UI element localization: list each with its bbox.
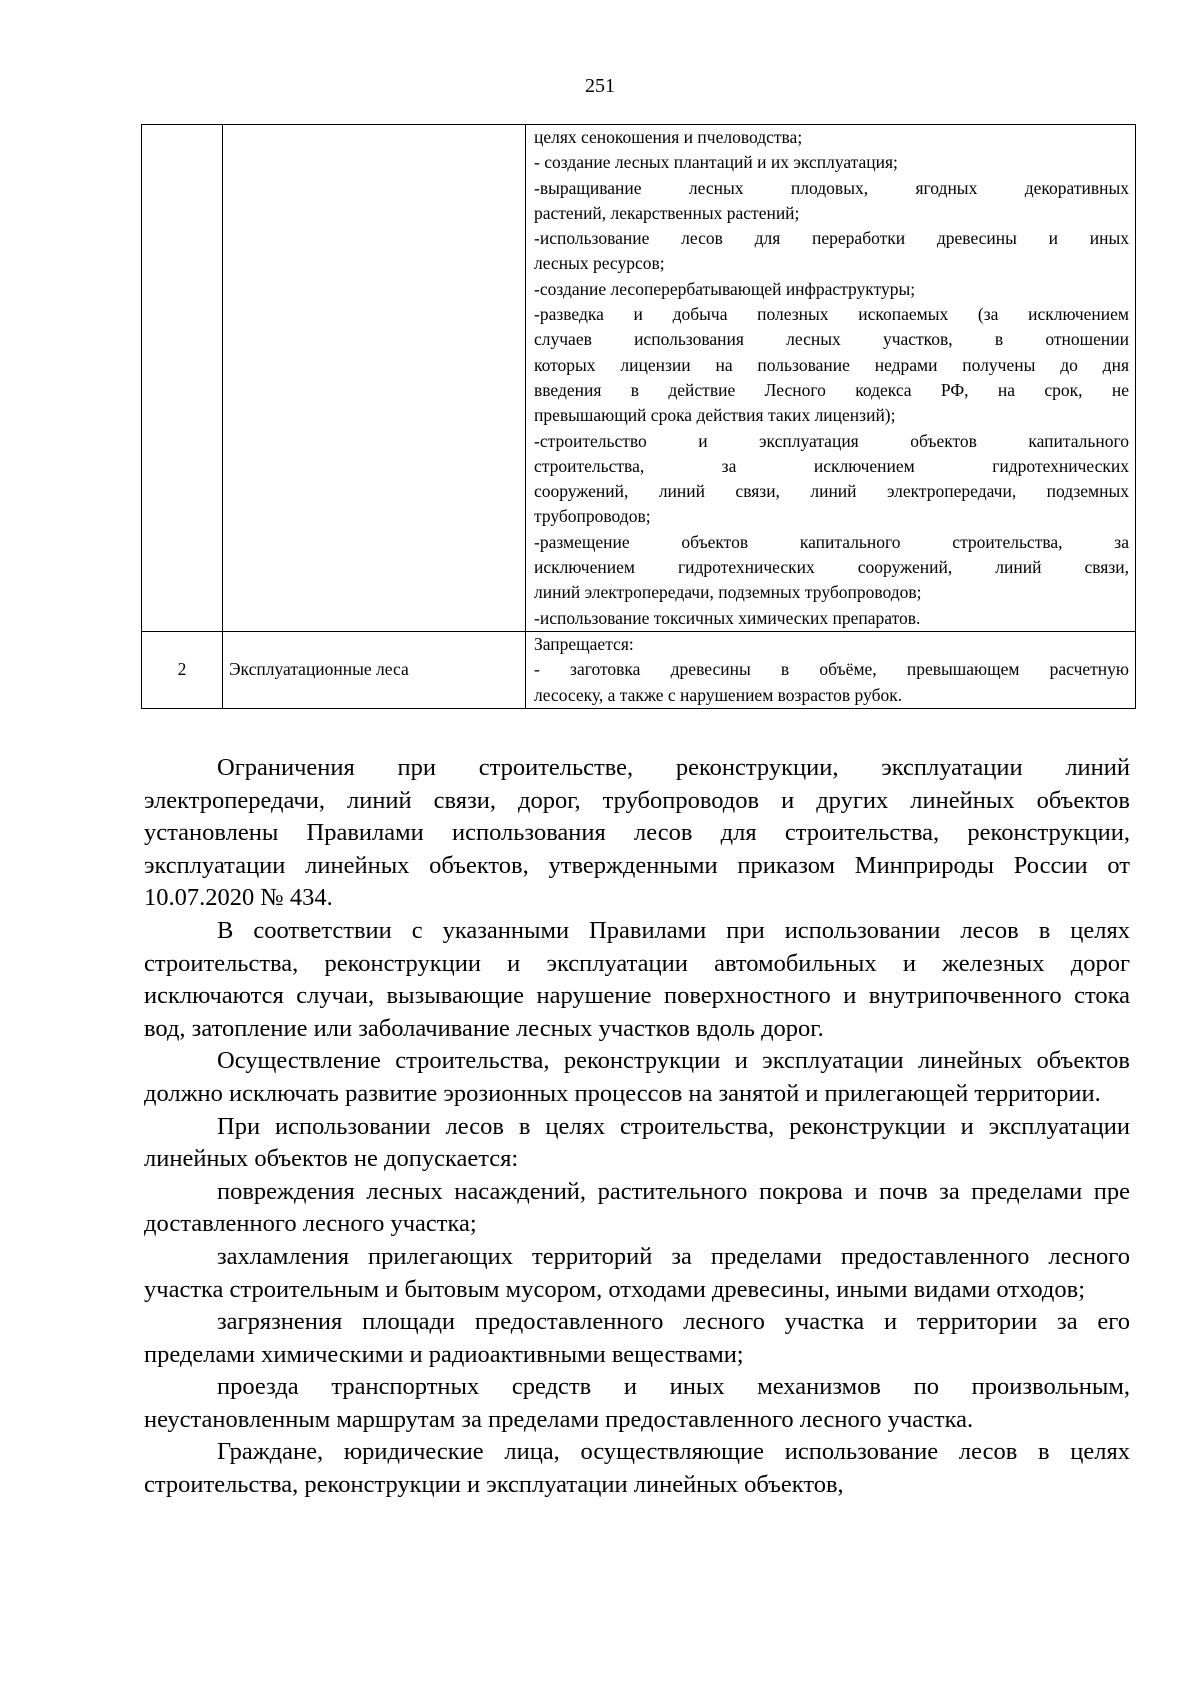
paragraph: загрязнения площади предоставленного лесного участка и территории за его пределами химическими и радиоактивными веществами; — [144, 1308, 1130, 1368]
regime-line: лесных ресурсов; — [534, 253, 665, 274]
table-row — [142, 125, 1136, 632]
paragraph: повреждения лесных насаждений, растительного покрова и почв за пределами пре доставленного лесного участка; — [144, 1177, 1130, 1238]
regime-line: трубопроводов; — [534, 506, 651, 527]
paragraph: Ограничения при строительстве, реконструкции, эксплуатации линий электропередачи, линий связи, дорог, трубопроводов и других линейных объектов установлены Правилами использования лесов для строительства, реконструкции, эксплуатации линейных объектов, утвержденными приказом Минприроды России от 10.07.2020 № 434. — [144, 754, 1130, 912]
regime-line: -использование лесов для переработки древесины и иных — [534, 228, 1129, 249]
regime-line: которых лицензии на пользование недрами получены до дня — [534, 354, 1129, 375]
row-number-cell — [142, 125, 223, 632]
row-number-cell: 2 — [142, 631, 223, 708]
paragraph: В соответствии с указанными Правилами при использовании лесов в целях строительства, реконструкции и эксплуатации автомобильных и железных дорог исключаются случаи, вызывающие нарушение поверхностного и внутрипочвенного стока вод, затопление или заболачивание лесных участков вдоль дорог. — [144, 916, 1130, 1042]
regime-line: - создание лесных плантаций и их эксплуатация; — [534, 152, 898, 173]
paragraph: проезда транспортных средств и иных механизмов по произвольным, неустановленным маршрутам за пределами предоставленного лесного участка. — [144, 1373, 1130, 1433]
body-text — [144, 752, 1130, 1502]
regime-line: линий электропередачи, подземных трубопроводов; — [534, 582, 922, 603]
regime-line: - заготовка древесины в объёме, превышающем расчетную — [534, 659, 1129, 680]
regime-line: сооружений, линий связи, линий электропередачи, подземных — [534, 481, 1129, 502]
regime-line: -создание лесоперербатывающей инфраструктуры; — [534, 278, 916, 299]
regime-line: -строительство и эксплуатация объектов капитального — [534, 430, 1129, 451]
regime-line: введения в действие Лесного кодекса РФ, на срок, не — [534, 379, 1129, 400]
forest-regime-table — [141, 124, 1136, 709]
forest-category-cell: Эксплуатационные леса — [223, 631, 526, 708]
regime-line: исключением гидротехнических сооружений, линий связи, — [534, 557, 1129, 578]
regime-line: Запрещается: — [534, 633, 634, 654]
regime-line: случаев использования лесных участков, в отношении — [534, 329, 1129, 350]
regime-line: строительства, за исключением гидротехнических — [534, 455, 1129, 476]
regime-line: целях сенокошения и пчеловодства; — [534, 127, 803, 147]
forest-category-cell — [223, 125, 526, 632]
paragraph: Осуществление строительства, реконструкции и эксплуатации линейных объектов должно исключать развитие эрозионных процессов на занятой и прилегающей территории. — [144, 1047, 1130, 1107]
regime-line: лесосеку, а также с нарушением возрастов рубок. — [534, 684, 903, 705]
regime-line: -размещение объектов капитального строительства, за — [534, 531, 1129, 552]
regime-line: превышающий срока действия таких лицензий); — [534, 405, 896, 426]
paragraph: Граждане, юридические лица, осуществляющие использование лесов в целях строительства, реконструкции и эксплуатации линейных объектов, — [144, 1438, 1130, 1499]
regime-line: -использование токсичных химических препаратов. — [534, 607, 921, 628]
regime-cell — [526, 631, 1136, 708]
regime-line: -выращивание лесных плодовых, ягодных декоративных — [534, 177, 1129, 198]
regime-line: растений, лекарственных растений; — [534, 202, 800, 223]
paragraph: При использовании лесов в целях строительства, реконструкции и эксплуатации линейных объектов не допускается: — [144, 1112, 1130, 1173]
regime-cell — [526, 125, 1136, 632]
paragraph: захламления прилегающих территорий за пределами предоставленного лесного участка строительным и бытовым мусором, отходами древесины, иными видами отходов; — [144, 1242, 1130, 1303]
table-row — [142, 631, 1136, 708]
regime-line: -разведка и добыча полезных ископаемых (за исключением — [534, 304, 1129, 325]
page-number: 251 — [585, 75, 615, 97]
